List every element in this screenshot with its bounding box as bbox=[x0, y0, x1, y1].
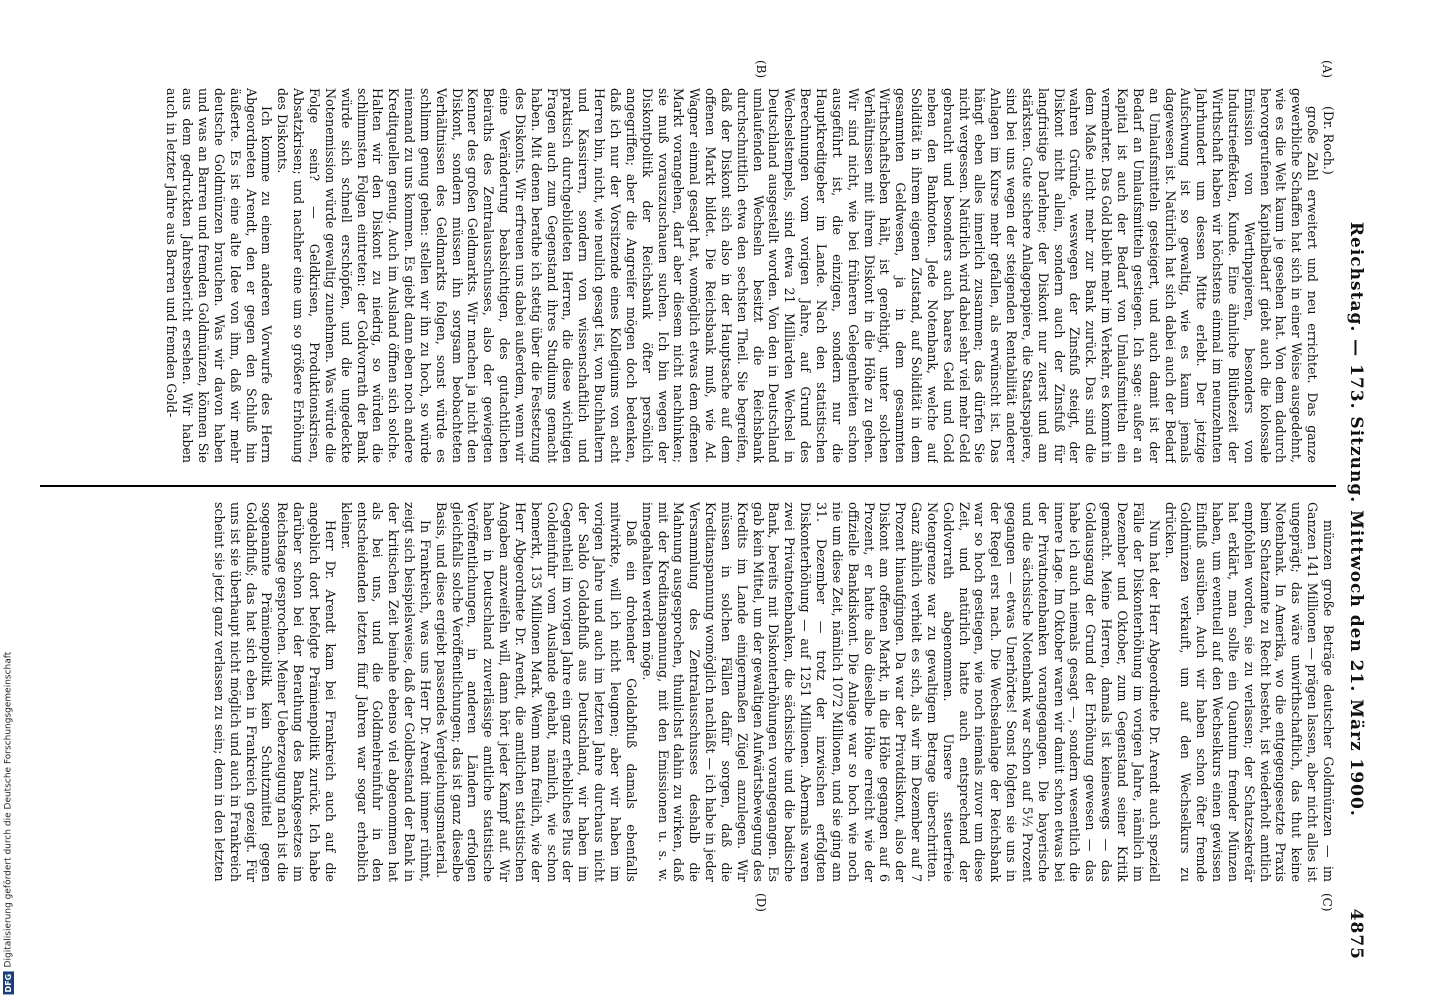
paragraph: große Zahl erweitert und neu errichtet. Das ganze gewerbliche Schaffen hat sich in einer Weise ausgedehnt, wie es die Welt kaum je gesehen hat. Von dem dadurch hervorgerufenen Kapitalbedarf giebt auch die kolossale Emission von Werthpapieren, besonders von Industrieeffekten, Kunde. Eine ähnliche Blüthezeit der Wirthschaft haben wir höchstens einmal im neunzehnten Jahrhundert um dessen Mitte erlebt. Der jetzige Aufschwung ist so gewaltig, wie es kaum jemals dagewesen ist. Natürlich hat sich dabei auch der Bedarf an Umlaufsmitteln gesteigert, und auch damit ist der Bedarf an Umlaufsmitteln gestiegen. Ich sage: außer an Kapital ist auch der Bedarf von Umlaufsmitteln ein vermehrter. Das Gold bleibt mehr im Verkehr, es kommt in dem Maße nicht mehr zur Bank zurück. Das sind die wahren Gründe, weswegen der Zinsfuß steigt, der Diskont nicht allein, sondern auch der Zinsfuß für langfristige Darlehne; der Diskont nur zuerst und am stärksten. Gute sichere Anlagepapiere, die Staatspapiere, sind bei uns wegen der steigenden Rentabilität anderer Anlagen im Kurse mehr gefallen, als erwünscht ist. Das hängt eben alles innerlich zusammen; das dürfen Sie nicht vergessen. Natürlich wird dabei sehr viel mehr Geld gebraucht und besonders auch baares Geld und Gold neben den Banknoten. Jede Notenbank, welche auf Solidität in ihrem eigenen Zustand, auf Solidität in dem gesammten Geldwesen, ja in dem gesammten Wirthschaftsleben hält, ist genöthigt, unter solchen Verhältnissen mit ihrem Diskont in die Höhe zu gehen. Wir sind nicht, wie bei früheren Gelegenheiten schon ausgeführt ist, die einzigen, sondern nur die Hauptkreditgeber im Lande. Nach den statistischen Berechnungen vom vorigen Jahre, auf Grund des Wechselstempels, sind etwa 21 Milliarden Wechsel in Deutschland ausgestellt worden. Von den in Deutschland umlaufenden Wechseln besitzt die Reichsbank durchschnittlich etwa den sechsten Theil. Sie begreifen, daß der Diskont sich also in der Hauptsache auf dem offenen Markt bildet. Die Reichsbank muß, wie Ad. Wagner einmal gesagt hat, womöglich etwas dem offenen Markt vorangehen, darf aber diesem nicht nachhinken; sie muß vorauszuschauen suchen. Ich bin wegen der Diskontpolitik der Reichsbank öfter persönlich angegriffen; aber die Angreifer mögen doch bedenken, daß ich nur der Vorsitzende eines Kollegiums von acht Herren bin, nicht, wie neulich gesagt ist, von Buchhaltern und Kassirern, sondern von wissenschaftlich und praktisch durchgebildeten Herren, die diese wichtigen Fragen auch zum Gegenstand ihres Studiums gemacht haben. Mit denen berathe ich stetig über die Festsetzung des Diskonts. Wir erfreuen uns dabei außerdem, wenn wir eine Veränderung beabsichtigen, des gutachtlichen Beiraths des Zentralausschusses, also der gewiegten Kenner des großen Geldmarkts. Wir machen ja nicht den Diskont, sondern müssen ihn sorgsam beobachteten Verhältnissen des Geldmarkts folgen, sonst würde es schlimm genug gehen: stellen wir ihn zu hoch, so würde niemand zu uns kommen. Es giebt dann eben noch andere Kreditquellen genug. Auch im Ausland öffnen sich solche. Halten wir den Diskont zu niedrig, so würden die schlimmsten Folgen eintreten: der Goldvorrath der Bank würde sich schnell erschöpfen, und die ungedeckte Notenemission würde gewaltig zunehmen. Was würde die Folge sein? — Geldkrisen, Produktionskrisen, Absatzkrisen; und nachher eine um so größere Erhöhung des Diskonts. bbox=[275, 88, 1321, 463]
page-number: 4875 bbox=[1346, 908, 1366, 960]
paragraph: Nun hat der Herr Abgeordnete Dr. Arendt auch speziell Fälle der Diskonterhöhung im vorigen Jahre, nämlich im Dezember und Oktober, zum Gegenstand seiner Kritik gemacht. Meine Herren, damals ist keineswegs — das Goldausgang der Grund der Erhöhung gewesen — das habe ich auch niemals gesagt —, sondern wesentlich die innere Lage. Im Oktober waren wir damit schon etwas bei der Privatnotenbanken vorangegangen. Die bayerische und die sächsische Notenbank war schon auf 5½ Prozent gegangen — etwas Unerhörtes! Sonst folgten sie uns in der Regel erst nach. Die Wechselanlage der Reichsbank war so hoch gestiegen, wie noch niemals zuvor um diese Zeit, und natürlich hatte auch entsprechend der Goldvorrath abgenommen. Unsere steuerfreie Notengrenze war zu gewaltigem Betrage überschritten. Ganz ähnlich verhielt es sich, als wir im Dezember auf 7 Prozent hinaufgingen. Da war der Privatdiskont, also der Diskont am offenen Markt, in die Höhe gegangen auf 6 Prozent, er hatte also dieselbe Höhe erreicht wie der offizielle Bankdiskont. Die Anlage war so hoch wie noch nie um diese Zeit, nämlich 1072 Millionen, und sie ging am 31. Dezember — trotz der inzwischen erfolgten Diskonterhöhung — auf 1251 Millionen. Abermals waren zwei Privatnotenbanken, die sächsische und die badische Bank, bereits mit Diskonterhöhungen vorangegangen. Es gab kein Mittel, um der gewaltigen Aufwärtsbewegung des Kredits im Lande einigermaßen Zügel anzulegen. Wir müssen in solchen Fällen dafür sorgen, daß die Kreditanspannung womöglich nachläßt — ich habe in jeder Versammlung des Zentralausschusses deshalb die Mahnung ausgesprochen, thunlichst dahin zu wirken, daß mit der Kreditanspannung, mit den Emissionen u. s. w. innegehalten werden möge. bbox=[639, 502, 1162, 882]
running-title: Reichstag. — 173. Sitzung. Mittwoch den 21. März 1900. bbox=[1346, 221, 1366, 817]
margin-marker-b: (B) bbox=[754, 60, 768, 79]
paragraph: münzen große Beträge deutscher Goldmünzen — im Ganzen 141 Millionen — prägen lassen, aber nicht alles ist ungeprägt; das wäre unwirthschaftlich, das thut keine Notenbank. In Amerika, wo die entgegengesetzte Praxis beim Schatzamte zu Recht besteht, ist wiederholt amtlich empfohlen worden, sie zu verlassen; der Schatzsekretär hat erklärt, man sollte ein Quantum fremder Münzen haben, um eventuell auf den Wechselkurs einen gewissen Einfluß ausüben. Auch wir haben schon öfter fremde Goldmünzen verkauft, um auf den Wechselkurs zu drücken. bbox=[1162, 502, 1336, 882]
funding-note: Digitalisierung gefördert durch die Deutsche Forschungsgemeinschaft bbox=[3, 651, 14, 968]
margin-marker-d: (D) bbox=[754, 893, 768, 912]
column-divider bbox=[40, 485, 1336, 487]
margin-marker-a: (A) bbox=[1320, 60, 1334, 79]
paragraph: Ich komme zu einem anderen Vorwurfe des Herrn Abgeordneten Arendt, den er gegen den Schluß hin äußerte. Es ist eine alte Idee von ihm, daß wir mehr deutsche Goldmünzen brauchen. Was wir davon haben und was an Barren und fremden Goldmünzen, können Sie aus dem gedruckten Jahresbericht ersehen. Wir haben auch in letzter Jahre aus Barren und fremden Gold- bbox=[164, 88, 275, 463]
right-text-column bbox=[40, 502, 1336, 882]
paragraph: Herr Dr. Arendt kam bei Frankreich auch auf die angeblich dort befolgte Prämienpolitik zurück. Ich habe darüber schon bei der Berathung des Bankgesetzes im Reichstage gesprochen. Meiner Ueberzeugung nach ist die sogenannte Prämienpolitik kein Schutzmittel gegen Goldabfluß; das hat sich eben in Frankreich gezeigt. Für uns ist sie überhaupt nicht möglich und auch in Frankreich scheint sie jetzt ganz verlassen zu sein; denn in den letzten bbox=[211, 502, 338, 882]
left-text-column bbox=[40, 88, 1336, 463]
speaker-label: (Dr. Roch.) bbox=[1321, 106, 1336, 175]
dfg-logo: DFG bbox=[4, 973, 13, 992]
paragraph: In Frankreich, was uns Herr Dr. Arendt immer rühmt, zeigt sich beispielsweise, daß der Goldbestand der Bank in der kritischen Zeit beinahe ebenso viel abgenommen hat als bei uns, und die Goldmehreinfuhr in den entscheidenden letzten fünf Jahren war sogar erheblich kleiner. bbox=[338, 502, 433, 882]
paragraph: Daß ein drohender Goldabfluß damals ebenfalls mitwirkte, will ich nicht leugnen; aber wir haben im vorigen Jahre und auch im letzten Jahre durchaus nicht der Saldo Goldabfluß aus Deutschland, wir haben im Gegentheil im vorigen Jahre ein ganz erhebliches Plus der Goldeinfuhr vom Auslande gehabt, nämlich, wie schon bemerkt, 135 Millionen Mark. Wenn man freilich, wie der Herr Abgeordnete Dr. Arendt, die amtlichen statistischen Angaben anzweifeln will, dann hört jeder Kampf auf. Wir haben in Deutschland zuverlässige amtliche statistische Veröffentlichungen, in anderen Ländern erfolgen gleichfalls solche Veröffentlichungen; das ist ganz dieselbe Basis, und diese ergiebt passendes Vergleichungsmaterial. bbox=[433, 502, 639, 882]
funding-footer bbox=[3, 652, 14, 994]
page-header bbox=[1346, 70, 1376, 960]
margin-marker-c: (C) bbox=[1320, 893, 1334, 912]
